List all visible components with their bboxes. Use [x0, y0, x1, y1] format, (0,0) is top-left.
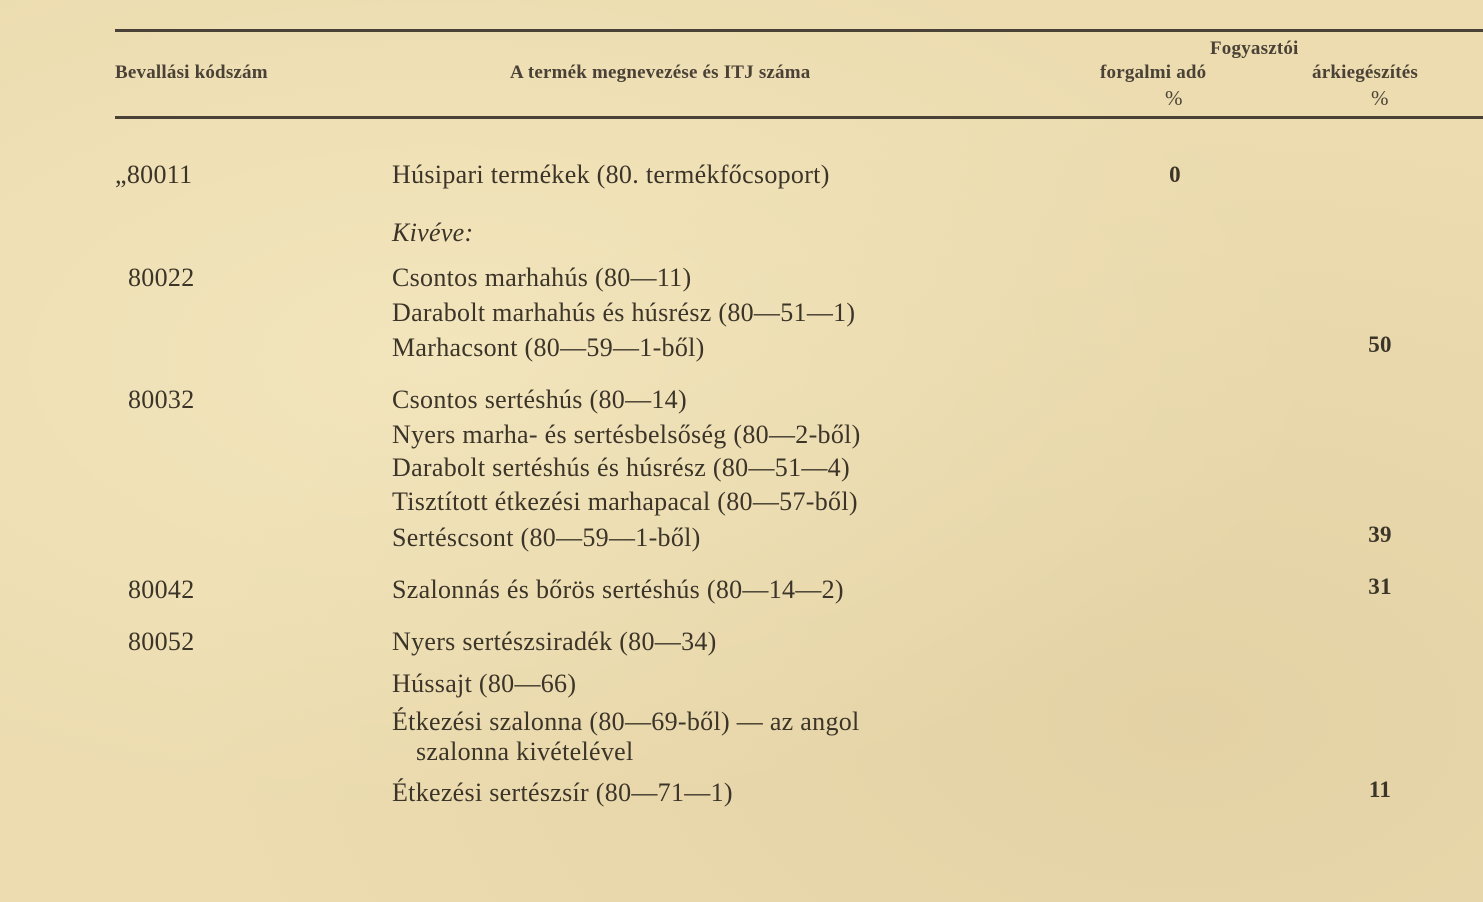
product-line: Szalonnás és bőrös sertéshús (80—14—2)	[392, 575, 844, 604]
header-bottom-rule	[115, 116, 1483, 119]
header-code: Bevallási kódszám	[115, 62, 268, 83]
product-line: Húsipari termékek (80. termékfőcsoport)	[392, 160, 830, 189]
row-code: 80052	[128, 627, 195, 656]
product-line: Nyers marha- és sertésbelsőség (80—2-ből)	[392, 420, 861, 449]
header-supplement-unit: %	[1371, 86, 1389, 110]
supplement-percent: 31	[1368, 574, 1392, 599]
product-line: Sertéscsont (80—59—1-ből)	[392, 523, 701, 552]
product-line: Étkezési szalonna (80—69-ből) — az angol	[392, 707, 860, 736]
header-tax: forgalmi adó	[1100, 62, 1207, 83]
product-line: Darabolt sertéshús és húsrész (80—51—4)	[392, 453, 850, 482]
header-product-name: A termék megnevezése és ITJ száma	[510, 62, 811, 83]
header-tax-unit: %	[1165, 86, 1183, 110]
row-code: 80022	[128, 263, 195, 292]
product-line: Tisztított étkezési marhapacal (80—57-ből)	[392, 487, 858, 516]
product-line: Marhacsont (80—59—1-ből)	[392, 333, 705, 362]
product-line: Nyers sertészsiradék (80—34)	[392, 627, 717, 656]
supplement-percent: 11	[1368, 777, 1392, 802]
tax-percent: 0	[1169, 162, 1181, 187]
row-code: 80032	[128, 385, 195, 414]
header-top-rule	[115, 29, 1483, 32]
supplement-percent: 39	[1368, 522, 1392, 547]
supplement-percent: 50	[1368, 332, 1392, 357]
exception-label: Kivéve:	[392, 218, 474, 247]
header-supplement: árkiegészítés	[1312, 62, 1419, 83]
product-line: Étkezési sertészsír (80—71—1)	[392, 778, 733, 807]
product-line: Hússajt (80—66)	[392, 669, 577, 698]
row-code: 80042	[128, 575, 195, 604]
header-group: Fogyasztói	[1210, 38, 1299, 59]
row-code: „80011	[115, 160, 193, 189]
product-line: Csontos sertéshús (80—14)	[392, 385, 687, 414]
product-line: Darabolt marhahús és húsrész (80—51—1)	[392, 298, 856, 327]
product-line: Csontos marhahús (80—11)	[392, 263, 692, 292]
product-line: szalonna kivételével	[416, 737, 634, 766]
